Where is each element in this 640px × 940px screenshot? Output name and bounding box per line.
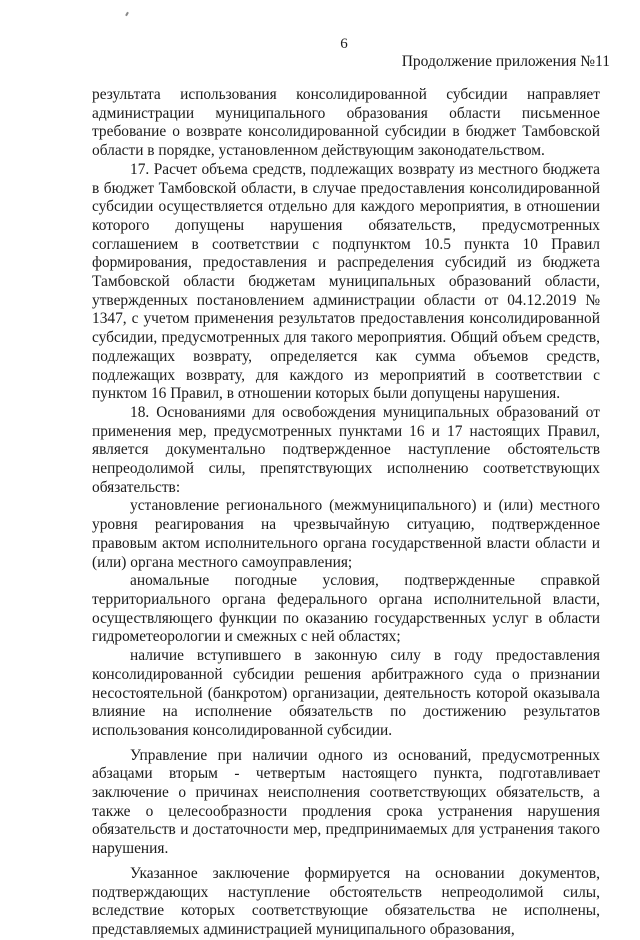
- page-number: 6: [340, 36, 348, 52]
- appendix-continuation-label: Продолжение приложения №11: [401, 53, 610, 70]
- paragraph-clause-18: 18. Основаниями для освобождения муниципальных образований от применения мер, предусмотренных пунктами 16 и 17 настоящих Правил, является документально подтвержденное наступление обстоятельств непреодолимой силы, препятствующих исполнению соответствующих обязательств:: [92, 403, 600, 496]
- paragraph-emergency-condition: установление регионального (межмуниципального) и (или) местного уровня реагирования на чрезвычайную ситуацию, подтвержденное правовым актом исполнительного органа государственной власти области и (или) органа местного самоуправления;: [92, 497, 600, 571]
- document-body: [92, 86, 600, 940]
- scan-mark: [125, 12, 129, 16]
- paragraph-conclusion-basis: Указанное заключение формируется на основании документов, подтверждающих наступление обстоятельств непреодолимой силы, вследствие которых соответствующие обязательства не исполнены, представляемых администрацией муниципального образования,: [92, 864, 600, 938]
- paragraph-weather-condition: аномальные погодные условия, подтвержденные справкой территориального органа федерального органа исполнительной власти, осуществляющего функции по оказанию государственных услуг в области гидрометеорологии и смежных с ней областях;: [92, 572, 600, 646]
- paragraph-management-conclusion: Управление при наличии одного из оснований, предусмотренных абзацами вторым - четвертым настоящего пункта, подготавливает заключение о причинах неисполнения соответствующих обязательств, а также о целесообразности продления срока устранения нарушения обязательств и достаточности мер, предпринимаемых для устранения такого нарушения.: [92, 746, 600, 858]
- paragraph-bankruptcy-condition: наличие вступившего в законную силу в году предоставления консолидированной субсидии решения арбитражного суда о признании несостоятельной (банкротом) организации, деятельность которой оказывала влияние на исполнение обязательств по достижению результатов использования консолидированной субсидии.: [92, 647, 600, 739]
- paragraph-continuation: результата использования консолидированной субсидии направляет администрации муниципального образования области письменное требование о возврате консолидированной субсидии в бюджет Тамбовской области в порядке, установленном действующим законодательством.: [92, 86, 600, 160]
- paragraph-clause-17: 17. Расчет объема средств, подлежащих возврату из местного бюджета в бюджет Тамбовской области, в случае предоставления консолидированной субсидии осуществляется отдельно для каждого мероприятия, в отношении которого допущены нарушения обязательств, предусмотренных соглашением в соответствии с подпунктом 10.5 пункта 10 Правил формирования, предоставления и распределения субсидий из бюджета Тамбовской области бюджетам муниципальных образований области, утвержденных постановлением администрации области от 04.12.2019 № 1347, с учетом применения результатов предоставления консолидированной субсидии, предусмотренных для такого мероприятия. Общий объем средств, подлежащих возврату, определяется как сумма объемов средств, подлежащих возврату, для каждого из мероприятий в соответствии с пунктом 16 Правил, в отношении которых были допущены нарушения.: [92, 160, 600, 403]
